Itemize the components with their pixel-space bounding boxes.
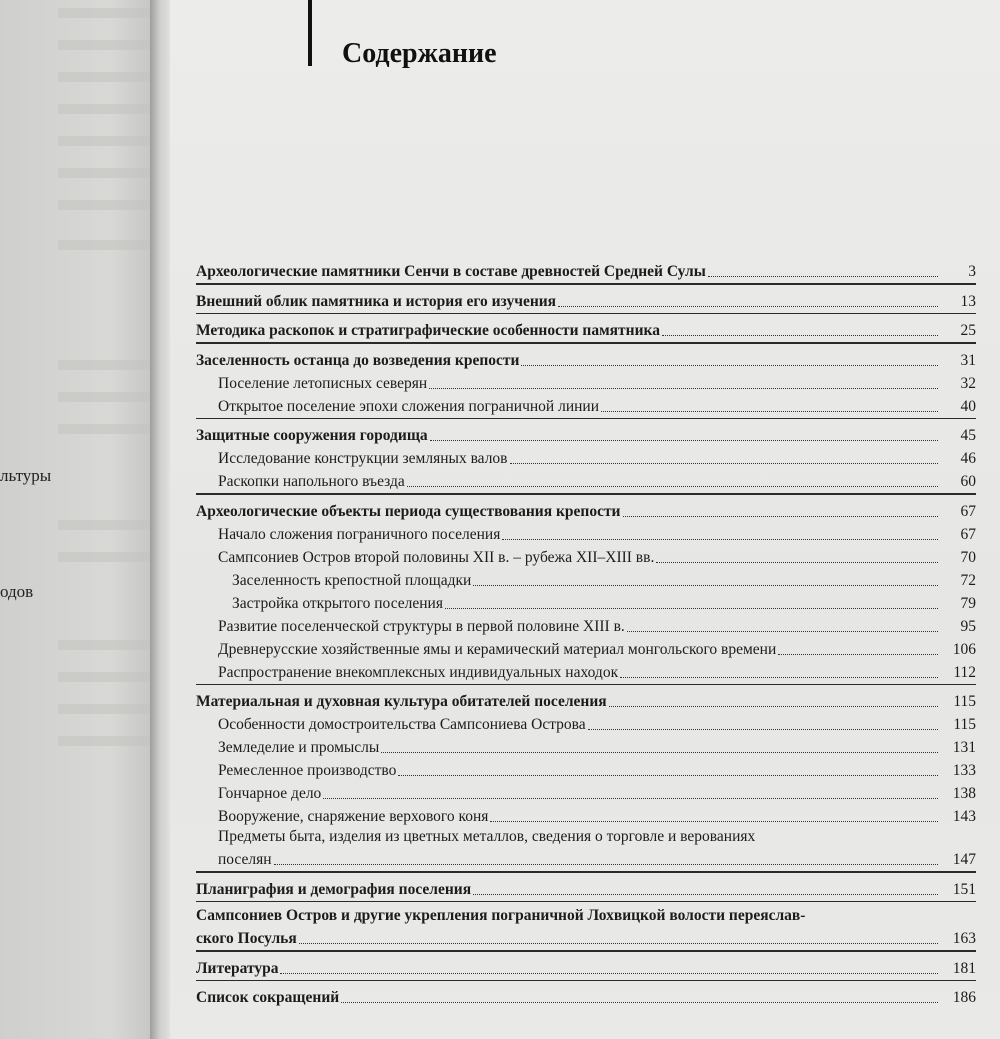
dot-leader [609, 706, 938, 707]
toc-page-number: 72 [960, 571, 976, 589]
toc-entry[interactable] [196, 927, 976, 948]
left-page [0, 0, 158, 1039]
toc-entry-wrapped[interactable] [196, 826, 976, 869]
section-divider [196, 901, 976, 903]
toc-entry[interactable] [218, 848, 976, 869]
dot-leader [521, 365, 938, 366]
toc-entry[interactable] [196, 422, 976, 445]
dot-leader [323, 798, 938, 799]
toc-entry-label: Древнерусские хозяйственные ямы и керамический материал монгольского времени [218, 640, 777, 658]
toc-entry[interactable] [196, 876, 976, 899]
section-divider [196, 871, 976, 873]
toc-page-number: 138 [952, 785, 976, 802]
toc-page-number: 112 [953, 663, 976, 681]
dot-leader [280, 973, 938, 974]
toc-entry-label: Застройка открытого поселения [232, 594, 443, 612]
faded-text-line [58, 240, 158, 250]
toc-page-number: 3 [968, 263, 976, 280]
toc-page-number: 186 [952, 989, 976, 1006]
faded-text-line [58, 424, 158, 434]
toc-subentry[interactable] [196, 636, 976, 659]
toc-entry-label: Заселенность крепостной площадки [232, 571, 472, 589]
toc-subentry[interactable] [196, 468, 976, 491]
toc-subentry[interactable] [196, 393, 976, 416]
toc-subentry[interactable] [196, 613, 976, 636]
dot-leader [274, 864, 938, 865]
dot-leader [398, 775, 938, 776]
toc-page-number: 133 [952, 762, 976, 779]
toc-entry[interactable] [196, 347, 976, 370]
toc-entry-label: Сампсониев Остров второй половины XII в. – рубежа XII–XIII вв. [218, 548, 655, 566]
dot-leader [341, 1002, 938, 1003]
toc-entry-label: поселян [218, 851, 272, 868]
dot-leader [708, 276, 938, 277]
faded-text-line [58, 8, 158, 18]
toc-entry-label: Методика раскопок и стратиграфические особенности памятника [196, 322, 660, 339]
toc-entry-label: Заселенность останца до возведения крепости [196, 351, 520, 369]
toc-entry-label: Особенности домостроительства Сампсониева Острова [218, 716, 586, 733]
page-title: Содержание [342, 38, 497, 69]
toc-page-number: 106 [952, 640, 976, 658]
toc-subentry[interactable] [196, 659, 976, 682]
left-page-fragment: одов [0, 582, 34, 601]
dot-leader [620, 677, 938, 678]
toc-entry[interactable] [196, 258, 976, 281]
toc-entry-label-line: Предметы быта, изделия из цветных металлов, сведения о торговле и верованиях [218, 828, 756, 845]
toc-entry-label: Археологические памятники Сенчи в составе древностей Средней Сулы [196, 263, 706, 280]
toc-page-number: 163 [952, 930, 976, 947]
toc-entry-label: Поселение летописных северян [218, 374, 428, 392]
toc-subentry[interactable] [196, 803, 976, 826]
dot-leader [490, 821, 938, 822]
toc-entry-label: Материальная и духовная культура обитателей поселения [196, 693, 607, 710]
toc-page-number: 40 [960, 397, 976, 415]
toc-entry-label: Планиграфия и демография поселения [196, 880, 472, 898]
toc-page-number: 115 [953, 716, 976, 733]
toc-page-number: 60 [960, 473, 976, 490]
toc-page-number: 79 [960, 594, 976, 612]
toc-entry-label: Внешний облик памятника и история его изучения [196, 292, 557, 310]
toc-entry[interactable] [196, 984, 976, 1007]
toc-page-number: 151 [952, 880, 976, 898]
dot-leader [429, 388, 938, 389]
section-divider [196, 980, 976, 982]
section-divider [196, 950, 976, 952]
dot-leader [473, 585, 938, 586]
toc-page-number: 131 [952, 739, 976, 756]
faded-text-line [58, 704, 158, 714]
toc-entry-label: ского Посулья [196, 930, 297, 947]
dot-leader [445, 608, 938, 609]
toc-page-number: 31 [960, 351, 976, 369]
faded-text-line [58, 736, 158, 746]
toc-entry-label: Гончарное дело [218, 785, 322, 802]
toc-page-number: 25 [960, 322, 976, 339]
dot-leader [623, 516, 939, 517]
dot-leader [473, 894, 938, 895]
toc-page-number: 67 [960, 525, 976, 543]
toc-page-number: 70 [960, 548, 976, 566]
toc-page-number: 32 [960, 374, 976, 392]
toc-entry-label: Земледелие и промыслы [218, 739, 380, 756]
faded-text-line [58, 136, 158, 146]
dot-leader [510, 463, 939, 464]
section-divider [196, 684, 976, 686]
section-divider [196, 342, 976, 344]
toc-page-number: 95 [960, 617, 976, 635]
faded-text-line [58, 640, 158, 650]
dot-leader [558, 306, 938, 307]
dot-leader [778, 654, 938, 655]
book-gutter [150, 0, 172, 1039]
faded-text-line [58, 392, 158, 402]
faded-text-line [58, 72, 158, 82]
toc-subentry[interactable] [196, 544, 976, 567]
toc-subentry[interactable] [196, 521, 976, 544]
toc-subentry[interactable] [196, 590, 976, 613]
dot-leader [656, 562, 938, 563]
toc-entry-label: Начало сложения пограничного поселения [218, 525, 501, 543]
toc-page-number: 143 [952, 808, 976, 825]
toc-page-number: 67 [960, 502, 976, 520]
toc-entry-label: Развитие поселенческой структуры в первой половине XIII в. [218, 617, 625, 635]
faded-text-line [58, 168, 158, 178]
toc-page-number: 181 [952, 959, 976, 977]
faded-text-line [58, 40, 158, 50]
toc-entry[interactable] [196, 688, 976, 711]
faded-text-line [58, 672, 158, 682]
dot-leader [627, 631, 938, 632]
toc-entry-label: Распространение внекомплексных индивидуальных находок [218, 663, 619, 681]
dot-leader [601, 411, 938, 412]
toc-page-number: 46 [960, 450, 976, 467]
toc-entry-label: Открытое поселение эпохи сложения пограничной линии [218, 397, 599, 415]
toc-page-number: 115 [953, 693, 976, 710]
toc-subentry[interactable] [196, 567, 976, 590]
left-page-fragment: льтуры [0, 466, 52, 485]
toc-entry-label-line: Сампсониев Остров и другие укрепления пограничной Лохвицкой волости переяслав- [196, 907, 806, 924]
toc-entry-label: Защитные сооружения городища [196, 427, 428, 444]
toc-entry[interactable] [196, 955, 976, 978]
dot-leader [430, 440, 938, 441]
toc-entry[interactable] [196, 498, 976, 521]
dot-leader [502, 539, 938, 540]
toc-subentry[interactable] [196, 734, 976, 757]
toc-subentry[interactable] [196, 445, 976, 468]
section-divider [196, 418, 976, 420]
toc-subentry[interactable] [196, 711, 976, 734]
toc-entry[interactable] [196, 317, 976, 340]
toc-entry-wrapped[interactable] [196, 905, 976, 948]
dot-leader [662, 335, 938, 336]
section-divider [196, 493, 976, 495]
toc-subentry[interactable] [196, 370, 976, 393]
toc-entry-label: Археологические объекты периода существования крепости [196, 502, 621, 520]
section-divider [196, 283, 976, 285]
title-rule [308, 0, 312, 66]
faded-text-line [58, 104, 158, 114]
faded-text-line [58, 200, 158, 210]
dot-leader [381, 752, 938, 753]
faded-text-line [58, 552, 158, 562]
toc-entry-label: Список сокращений [196, 989, 340, 1006]
toc-subentry[interactable] [196, 757, 976, 780]
section-divider [196, 313, 976, 315]
toc-page-number: 13 [960, 292, 976, 310]
toc-page-number: 45 [960, 427, 976, 444]
toc-entry-label: Литература [196, 959, 279, 977]
toc-entry-label: Ремесленное производство [218, 762, 397, 779]
toc-entry-label: Исследование конструкции земляных валов [218, 450, 508, 467]
toc-subentry[interactable] [196, 780, 976, 803]
dot-leader [588, 729, 938, 730]
faded-text-line [58, 520, 158, 530]
dot-leader [299, 943, 938, 944]
faded-text-line [58, 360, 158, 370]
dot-leader [407, 486, 938, 487]
toc-entry-label: Раскопки напольного въезда [218, 473, 405, 490]
table-of-contents [196, 258, 976, 1007]
toc-entry-label: Вооружение, снаряжение верхового коня [218, 808, 489, 825]
toc-entry[interactable] [196, 288, 976, 311]
toc-page-number: 147 [952, 851, 976, 868]
